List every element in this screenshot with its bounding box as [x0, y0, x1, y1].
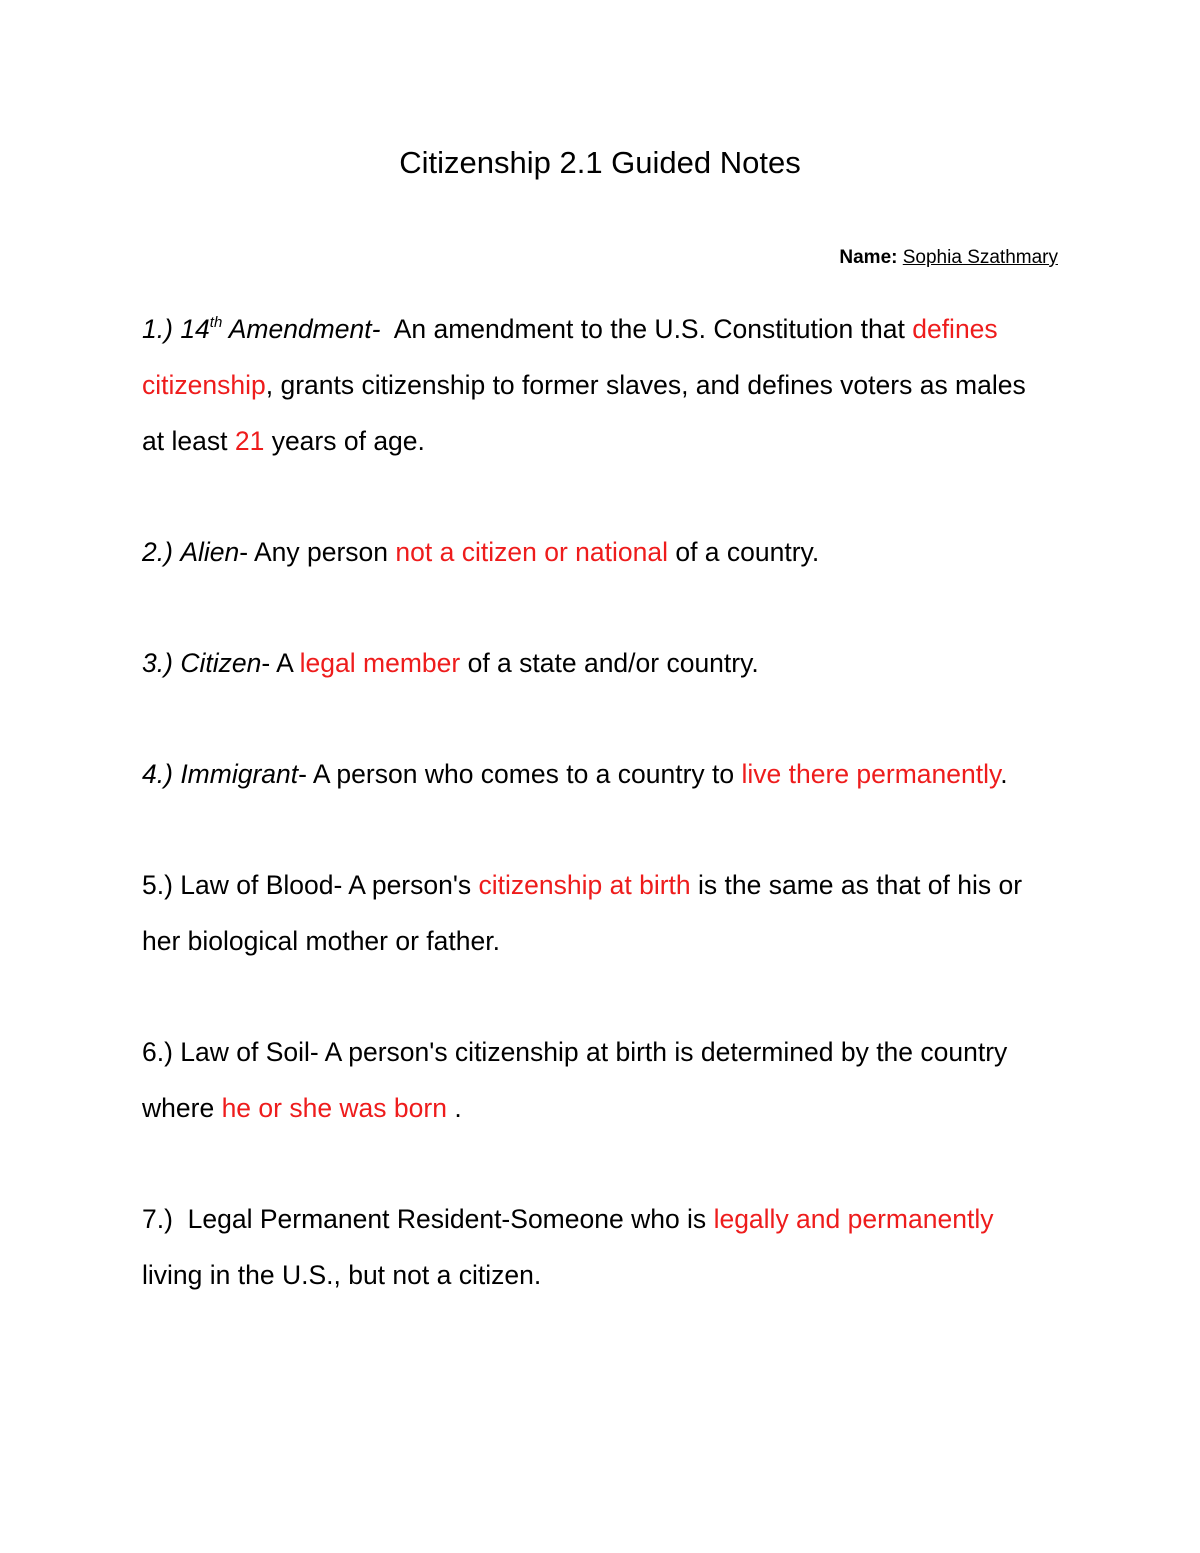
answer-highlight: legal member [299, 648, 461, 678]
answer-highlight: 21 [234, 426, 265, 456]
note-entry-immigrant [142, 746, 1042, 802]
answer-highlight: defines citizenship [142, 314, 998, 400]
definition-text: is the same as that of his or her biological mother or father. [142, 870, 1023, 956]
definition-text: A person's [348, 870, 472, 900]
term-14th-amendment [180, 314, 371, 344]
note-entry-legal-permanent-resident [142, 1191, 1042, 1303]
term-alien: Alien [180, 537, 240, 567]
answer-highlight: live there permanently [741, 759, 1001, 789]
definition-text: , grants citizenship to former slaves, and defines voters as males at least [142, 370, 1026, 456]
name-label: Name: [839, 247, 898, 268]
term-dash: - [239, 537, 249, 567]
definition-text: An amendment to the U.S. Constitution that [393, 314, 905, 344]
term-number: 14 [180, 314, 210, 344]
definition-text: A [276, 648, 293, 678]
note-entry-alien [142, 524, 1042, 580]
definition-text: A person who comes to a country to [312, 759, 735, 789]
definition-text: Someone who is [510, 1204, 707, 1234]
term-dash: - [261, 648, 271, 678]
definition-text: living in the U.S., but not a citizen. [142, 1260, 542, 1290]
entry-number: 4.) [142, 759, 173, 789]
definition-text: . [454, 1093, 462, 1123]
note-entry-14th-amendment [142, 301, 1042, 469]
answer-highlight: he or she was born [221, 1093, 447, 1123]
name-line [839, 244, 1058, 272]
answer-highlight: citizenship at birth [478, 870, 691, 900]
definition-text: Any person [253, 537, 389, 567]
document-title: Citizenship 2.1 Guided Notes [399, 145, 801, 180]
entry-number: 3.) [142, 648, 173, 678]
answer-highlight: not a citizen or national [395, 537, 668, 567]
term-citizen: Citizen [180, 648, 262, 678]
term-dash: - [371, 314, 381, 344]
term-dash: - [298, 759, 307, 789]
definition-text: A person's citizenship at birth is determined by the country where [142, 1037, 1008, 1123]
student-name: Sophia Szathmary [902, 247, 1058, 268]
entry-lead: 7.) Legal Permanent Resident- [142, 1204, 511, 1234]
term-word: Amendment [228, 314, 372, 344]
entry-number: 2.) [142, 537, 173, 567]
entry-lead: 6.) Law of Soil- [142, 1037, 319, 1067]
answer-highlight: legally and permanently [713, 1204, 994, 1234]
term-immigrant: Immigrant [180, 759, 299, 789]
definition-text: of a country. [675, 537, 820, 567]
entry-number: 1.) [142, 314, 173, 344]
definition-text: years of age. [271, 426, 425, 456]
definition-text: . [1000, 759, 1008, 789]
notes-list [142, 301, 1042, 1358]
note-entry-law-of-soil [142, 1024, 1042, 1136]
note-entry-citizen [142, 635, 1042, 691]
entry-lead: 5.) Law of Blood- [142, 870, 343, 900]
note-entry-law-of-blood [142, 857, 1042, 969]
definition-text: of a state and/or country. [467, 648, 759, 678]
term-superscript: th [209, 314, 223, 331]
